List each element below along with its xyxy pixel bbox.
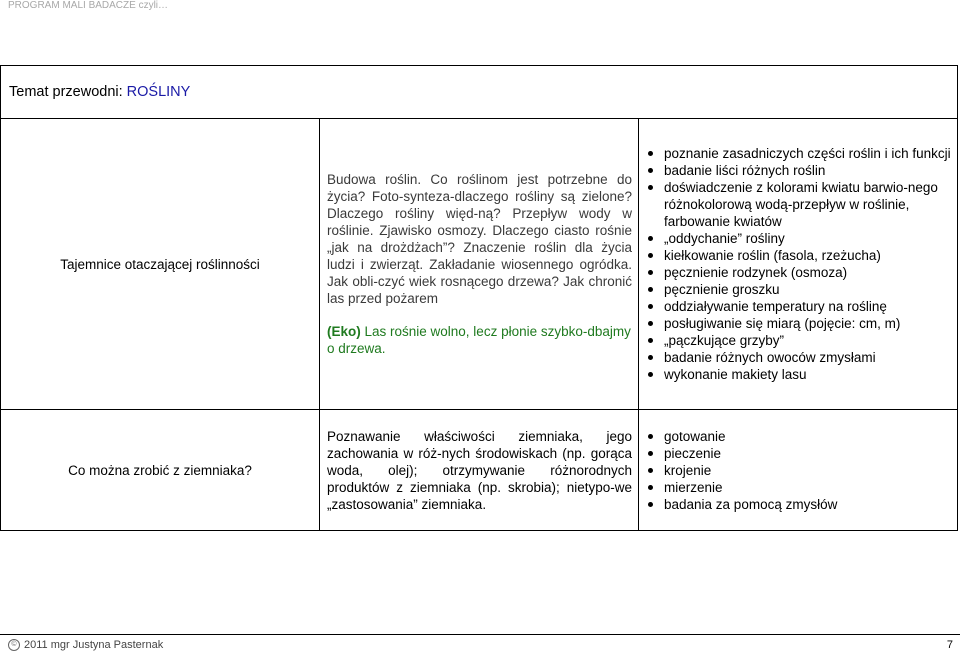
bullet-icon [648, 338, 653, 343]
title-label: Temat przewodni: [9, 83, 127, 100]
bullet-icon [648, 434, 653, 439]
program-table [0, 65, 958, 531]
page-footer [0, 634, 960, 654]
topic-cell [1, 119, 320, 410]
title-accent: ROŚLINY [126, 83, 191, 100]
list-item: mierzenie [664, 479, 953, 496]
content-cell [320, 119, 639, 410]
list-item: poznanie zasadniczych części roślin i ich funkcji [664, 145, 953, 162]
list-item: „oddychanie” rośliny [664, 230, 953, 247]
bullet-icon [648, 372, 653, 377]
content-text: Poznawanie właściwości ziemniaka, jego zachowania w róż-nych środowiskach (np. gorąca woda, olej); otrzymywanie różnorodnych produktów z ziemniaka (np. skrobia); nietypo-we „zastosowania” ziemniaka. [327, 428, 632, 512]
table-row [1, 119, 958, 410]
list-item: kiełkowanie roślin (fasola, rzeżucha) [664, 247, 953, 264]
activities-cell [639, 119, 958, 410]
bullet-icon [648, 321, 653, 326]
bullet-icon [648, 304, 653, 309]
topic-text: Co można zrobić z ziemniaka? [68, 462, 252, 478]
bullet-icon [648, 287, 653, 292]
copyright-icon: © [8, 639, 20, 651]
content-cell [320, 410, 639, 531]
page-number: 7 [946, 639, 953, 651]
topic-text: Tajemnice otaczającej roślinności [60, 256, 260, 272]
bullet-icon [648, 151, 653, 156]
list-item: wykonanie makiety lasu [664, 366, 953, 383]
list-item: pieczenie [664, 445, 953, 462]
bullet-icon [648, 502, 653, 507]
list-item: pęcznienie rodzynek (osmoza) [664, 264, 953, 281]
list-item: doświadczenie z kolorami kwiatu barwio-nego różnokolorową wodą-przepływ w roślinie, farbowanie kwiatów [664, 179, 953, 230]
bullet-icon [648, 253, 653, 258]
list-item: posługiwanie się miarą (pojęcie: cm, m) [664, 315, 953, 332]
activities-cell [639, 410, 958, 531]
bullet-icon [648, 451, 653, 456]
bullet-icon [648, 485, 653, 490]
list-item: krojenie [664, 462, 953, 479]
list-item: badanie liści różnych roślin [664, 162, 953, 179]
topic-cell [1, 410, 320, 531]
title-cell [1, 66, 958, 119]
bullet-icon [648, 168, 653, 173]
copyright-text: 2011 mgr Justyna Pasternak [24, 639, 164, 651]
content-text: Budowa roślin. Co roślinom jest potrzebne do życia? Foto-synteza-dlaczego rośliny są zielone? Dlaczego rośliny więd-ną? Przepływ wody w roślinie. Zjawisko osmozy. Dlaczego ciasto rośnie „jak na drożdżach”? Znaczenie roślin dla życia ludzi i zwierząt. Zakładanie wiosennego ogródka. Jak obli-czyć wiek rosnącego drzewa? Jak chronić las przed pożarem [327, 172, 632, 306]
bullet-icon [648, 185, 653, 190]
list-item: „pączkujące grzyby” [664, 332, 953, 349]
activities-list [639, 428, 957, 513]
title-row [1, 66, 958, 119]
bullet-icon [648, 270, 653, 275]
activities-list [639, 145, 957, 383]
list-item: oddziaływanie temperatury na roślinę [664, 298, 953, 315]
eko-label: (Eko) [327, 324, 361, 339]
copyright [8, 639, 163, 651]
bullet-icon [648, 236, 653, 241]
bullet-icon [648, 355, 653, 360]
list-item: badanie różnych owoców zmysłami [664, 349, 953, 366]
table-row [1, 410, 958, 531]
list-item: pęcznienie groszku [664, 281, 953, 298]
eko-note [327, 323, 632, 357]
list-item: gotowanie [664, 428, 953, 445]
list-item: badania za pomocą zmysłów [664, 496, 953, 513]
bullet-icon [648, 468, 653, 473]
eko-text: Las rośnie wolno, lecz płonie szybko-dbajmy o drzewa. [327, 324, 631, 356]
document-header: PROGRAM MALI BADACZE czyli… [8, 0, 169, 11]
